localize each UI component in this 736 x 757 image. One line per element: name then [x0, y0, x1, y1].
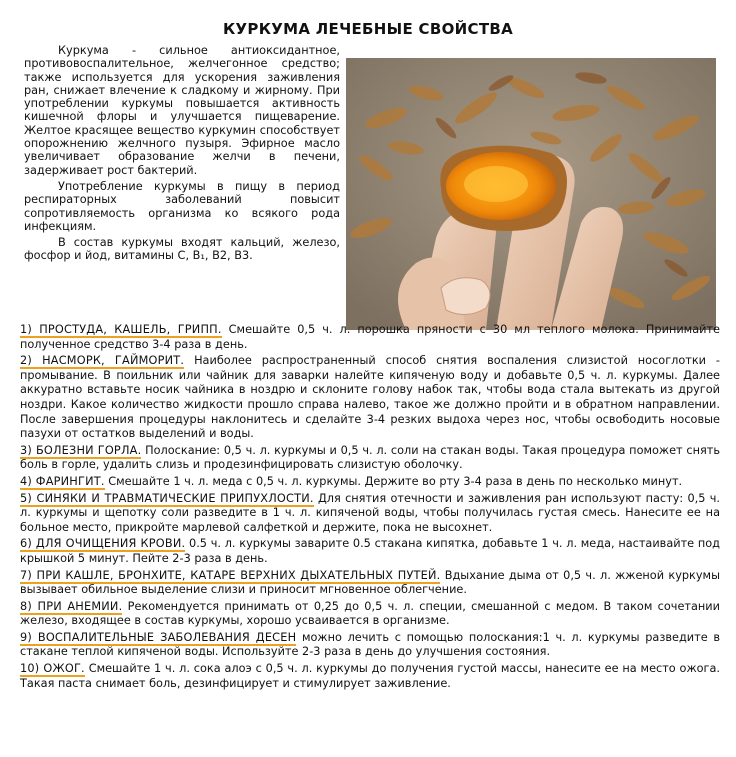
remedy-item — [20, 537, 720, 566]
turmeric-photo-illustration — [346, 58, 716, 330]
remedy-item — [20, 631, 720, 660]
remedy-item — [20, 600, 720, 629]
intro-paragraph: Употребление куркумы в пищу в период респираторных заболеваний повысит сопротивляемость организма ко всякого рода инфекциям. — [24, 179, 340, 233]
remedy-text: Вдыхание дыма от 0,5 ч. л. жженой куркумы вызывает обильное выделение слизи и приносит мгновенное облегчение. — [20, 568, 720, 597]
remedy-heading: 10) ОЖОГ. — [20, 662, 85, 676]
remedy-text: 0.5 ч. л. куркумы заварите 0.5 стакана кипятка, добавьте 1 ч. л. меда, настаивайте под крышкой 5 минут. Пейте 2-3 раза в день. — [20, 537, 720, 565]
intro-text — [24, 44, 340, 266]
remedy-item — [20, 475, 720, 490]
remedy-heading: 7) ПРИ КАШЛЕ, БРОНХИТЕ, КАТАРЕ ВЕРХНИХ ДЫХАТЕЛЬНЫХ ПУТЕЙ. — [20, 568, 441, 582]
remedy-item — [20, 323, 720, 352]
remedy-heading: 9) ВОСПАЛИТЕЛЬНЫЕ ЗАБОЛЕВАНИЯ ДЕСЕН — [20, 630, 297, 644]
remedy-heading: 4) ФАРИНГИТ. — [20, 474, 105, 488]
remedy-item — [20, 444, 720, 473]
turmeric-photo — [346, 58, 716, 330]
remedy-heading: 3) БОЛЕЗНИ ГОРЛА. — [20, 443, 142, 457]
remedy-text: Смешайте 1 ч. л. меда с 0,5 ч. л. куркумы. Держите во рту 3-4 раза в день по несколько минут. — [104, 474, 683, 488]
remedy-item — [20, 569, 720, 598]
remedy-text: Наиболее распространенный способ снятия воспаления слизистой носоглотки - промывание. В поильник или чайник для заварки налейте кипяченую воду и добавьте 0,5 ч. л. куркумы. Далее аккуратно вставьте носик чайника в ноздрю и склоните голову набок так, чтобы вода стала вытекать из другой ноздри. Какое количество жидкости прошло справа налево, такое же должно пройти и в обратном направлении. После завершения процедуры наклонитесь и сделайте 3-4 резких выдоха через нос, чтобы освободить носовые пазухи от остатков выделений и воды. — [20, 354, 720, 441]
remedies-list — [20, 323, 720, 693]
intro-paragraph: В состав куркумы входят кальций, железо, фосфор и йод, витамины С, В₁, В2, В3. — [24, 236, 340, 263]
intro-paragraph: Куркума - сильное антиоксидантное, противовоспалительное, желчегонное средство; также используется для ускорения заживления ран, снижает влечение к сладкому и жирному. При употреблении куркумы повышается активность кишечной флоры и улучшается пищеварение. Желтое красящее вещество куркумин способствует опорожнению желчного пузыря. Эфирное масло увеличивает образование желчи в печени, задерживает рост бактерий. — [24, 44, 340, 177]
remedy-heading: 6) ДЛЯ ОЧИЩЕНИЯ КРОВИ. — [20, 537, 186, 551]
remedy-heading: 1) ПРОСТУДА, КАШЕЛЬ, ГРИПП. — [20, 323, 222, 336]
remedy-item — [20, 354, 720, 442]
remedy-heading: 2) НАСМОРК, ГАЙМОРИТ. — [20, 354, 185, 368]
remedy-heading: 8) ПРИ АНЕМИИ. — [20, 599, 123, 613]
remedy-text: Для снятия отечности и заживления ран используют пасту: 0,5 ч. л. куркумы и щепотку соли разведите в 1 ч. л. кипяченой воды, чтобы получилась густая смесь. Нанесите ее на больное место, прикройте марлевой салфеткой и держите, пока не высохнет. — [20, 491, 720, 534]
remedy-text: Рекомендуется принимать от 0,25 до 0,5 ч. л. специи, смешанной с медом. В таком сочетании железо, входящее в состав куркумы, хорошо усваивается в организме. — [20, 599, 720, 628]
remedy-heading: 5) СИНЯКИ И ТРАВМАТИЧЕСКИЕ ПРИПУХЛОСТИ. — [20, 491, 314, 505]
remedy-item — [20, 492, 720, 536]
remedy-text: Смешайте 1 ч. л. сока алоэ с 0,5 ч. л. куркумы до получения густой массы, нанесите ее на место ожога. Такая паста снимает боль, дезинфицирует и стимулирует заживление. — [20, 662, 721, 690]
page-title: КУРКУМА ЛЕЧЕБНЫЕ СВОЙСТВА — [222, 20, 513, 38]
remedy-item — [20, 662, 720, 691]
remedy-text: Смешайте 0,5 ч. л. порошка пряности с 30 мл теплого молока. Принимайте полученное средство 3-4 раза в день. — [20, 323, 720, 351]
remedy-text: можно лечить с помощью полоскания:1 ч. л. куркумы разведите в стакане теплой кипяченой воды. Используйте 2-3 раза в день до улучшения состояния. — [20, 630, 721, 659]
remedy-text: Полоскание: 0,5 ч. л. куркумы и 0,5 ч. л. соли на стакан воды. Такая процедура поможет снять боль в горле, удалить слизь и продезинфицировать слизистую оболочку. — [20, 443, 721, 472]
